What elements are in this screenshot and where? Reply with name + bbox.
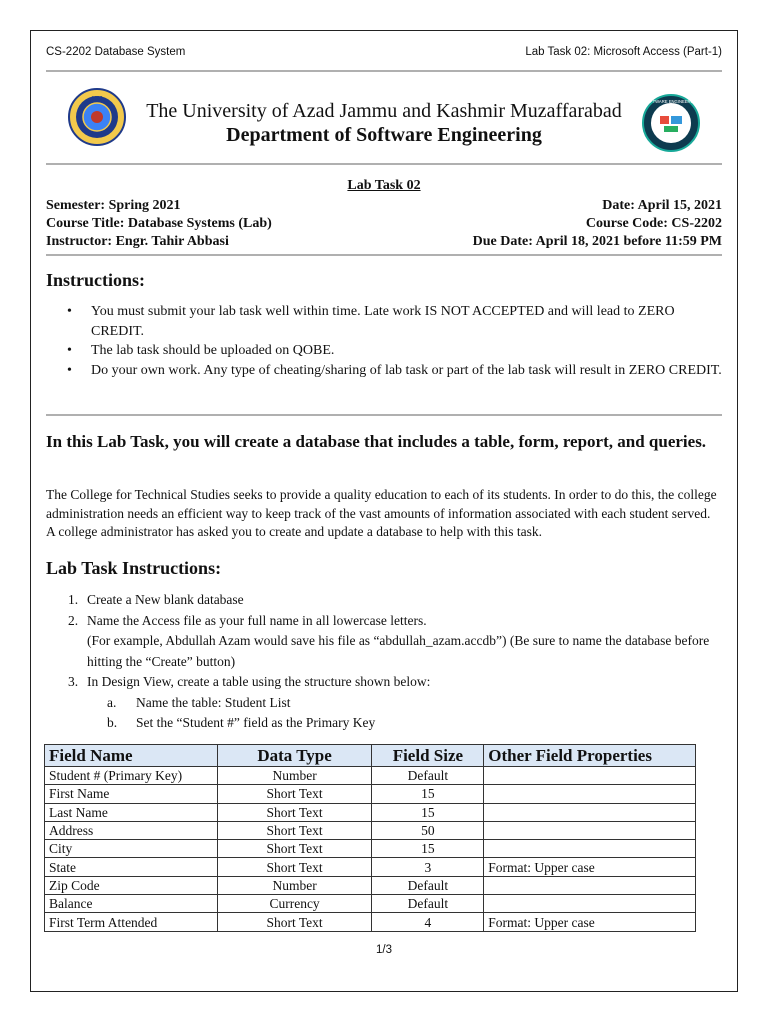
- table-row: State Short Text 3 Format: Upper case: [45, 858, 696, 876]
- page-number: 1/3: [376, 944, 392, 956]
- table-row: First Term Attended Short Text 4 Format: Upper case: [45, 913, 696, 931]
- instructor: Instructor: Engr. Tahir Abbasi: [46, 234, 229, 249]
- divider: [46, 414, 722, 416]
- svg-text:SOFTWARE ENGINEERING: SOFTWARE ENGINEERING: [643, 99, 699, 104]
- list-item: b. Set the “Student #” field as the Primary Key: [107, 715, 376, 730]
- divider: [46, 70, 722, 72]
- list-item: 1. Create a New blank database: [68, 592, 244, 607]
- sub-list: [46, 693, 722, 734]
- divider: [46, 254, 722, 256]
- semester: Semester: Spring 2021: [46, 198, 181, 213]
- field-structure-table: [44, 744, 696, 932]
- svg-text:1980: 1980: [91, 96, 103, 102]
- list-item: • Do your own work. Any type of cheating/sharing of lab task or part of the lab task will result in ZERO CREDIT.: [46, 361, 722, 381]
- list-item: 2. Name the Access file as your full name in all lowercase letters. (For example, Abdullah Azam would save his file as “abdullah_azam.accdb”) (Be sure to name the database before hitting the “Create” button): [68, 612, 710, 669]
- table-header-row: [45, 745, 696, 767]
- column-header: Other Field Properties: [484, 745, 696, 767]
- course-title: Course Title: Database Systems (Lab): [46, 216, 272, 231]
- list-item: a. Name the table: Student List: [107, 694, 291, 710]
- due-date: Due Date: April 18, 2021 before 11:59 PM: [472, 234, 722, 249]
- list-item: • You must submit your lab task well within time. Late work IS NOT ACCEPTED and will lead to ZERO CREDIT.: [46, 302, 722, 341]
- table-row: Address Short Text 50: [45, 821, 696, 839]
- steps-list: [46, 590, 722, 734]
- lab-overview-heading: In this Lab Task, you will create a database that includes a table, form, report, and queries.: [46, 432, 707, 451]
- meta-row-1: [46, 197, 722, 214]
- column-header: Data Type: [217, 745, 372, 767]
- column-header: Field Name: [45, 745, 218, 767]
- column-header: Field Size: [372, 745, 484, 767]
- table-row: City Short Text 15: [45, 840, 696, 858]
- course-code: Course Code: CS-2202: [585, 216, 722, 231]
- table-row: Zip Code Number Default: [45, 876, 696, 894]
- meta-row-2: [46, 215, 722, 232]
- instructions-heading: Instructions:: [46, 270, 146, 290]
- table-row: First Name Short Text 15: [45, 785, 696, 803]
- instructions-list: [46, 302, 722, 380]
- header-course: CS-2202 Database System: [46, 46, 186, 58]
- header-lab-task: Lab Task 02: Microsoft Access (Part-1): [525, 46, 722, 58]
- university-name: The University of Azad Jammu and Kashmir Muzaffarabad: [146, 100, 622, 122]
- list-item: • The lab task should be uploaded on QOBE.: [46, 341, 722, 361]
- table-row: Student # (Primary Key) Number Default: [45, 767, 696, 785]
- list-item: 3. In Design View, create a table using the structure shown below:: [68, 674, 431, 689]
- meta-row-3: [46, 233, 722, 250]
- lab-task-title: Lab Task 02: [347, 178, 421, 193]
- divider: [46, 163, 722, 165]
- date: Date: April 15, 2021: [602, 198, 722, 213]
- table-row: Balance Currency Default: [45, 895, 696, 913]
- department-name: Department of Software Engineering: [226, 124, 542, 146]
- intro-paragraph: The College for Technical Studies seeks to provide a quality education to each of its students. In order to do this, the college administration needs an efficient way to keep track of the vast amounts of information associated with each student served. A college administrator has asked you to create and update a database to help with this task.: [46, 487, 717, 539]
- table-row: Last Name Short Text 15: [45, 803, 696, 821]
- lab-task-instructions-heading: Lab Task Instructions:: [46, 558, 222, 578]
